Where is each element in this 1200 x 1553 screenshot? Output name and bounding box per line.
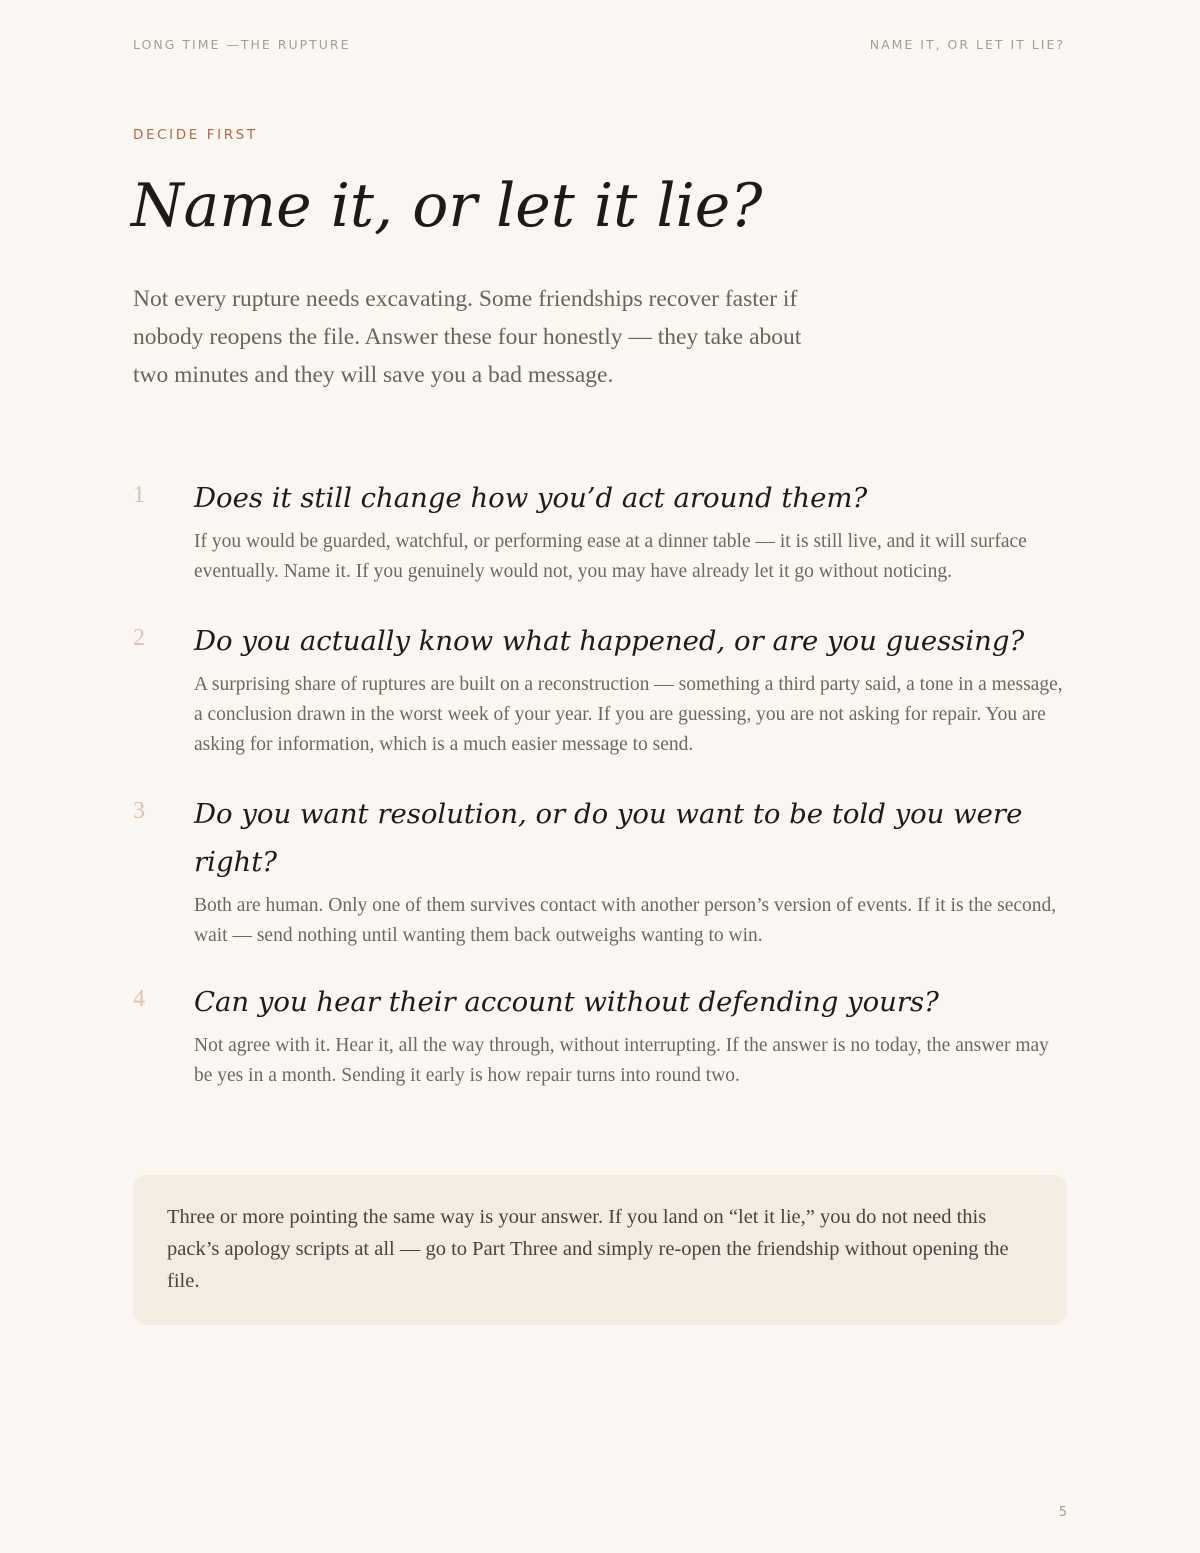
summary-callout	[133, 1175, 1067, 1325]
question-number: 4	[133, 986, 145, 1012]
intro-paragraph: Not every rupture needs excavating. Some friendships recover faster if nobody reopens the file. Answer these four honestly — they take about two minutes and they will save you a bad message.	[133, 286, 802, 388]
running-header-right: NAME IT, OR LET IT LIE?	[869, 37, 1065, 52]
callout-text: Three or more pointing the same way is your answer. If you land on “let it lie,” you do not need this pack’s apology scripts at all — go to Part Three and simply re-open the friendship without opening the file.	[167, 1206, 1009, 1292]
question-item	[133, 978, 1067, 1091]
page-title: Name it, or let it lie?	[131, 171, 763, 241]
running-header	[133, 37, 1065, 52]
question-title: Can you hear their account without defending yours?	[194, 986, 939, 1018]
question-title: Do you want resolution, or do you want to be told you were right?	[194, 798, 1023, 878]
question-body: A surprising share of ruptures are built on a reconstruction — something a third party said, a tone in a message, a conclusion drawn in the worst week of your year. If you are guessing, you are not asking for repair. You are asking for information, which is a much easier message to send.	[194, 674, 1063, 755]
question-item	[133, 790, 1067, 951]
question-list	[133, 474, 1067, 1091]
question-item	[133, 617, 1067, 760]
question-number: 2	[133, 625, 145, 651]
question-body: Not agree with it. Hear it, all the way through, without interrupting. If the answer is no today, the answer may be yes in a month. Sending it early is how repair turns into round two.	[194, 1035, 1049, 1086]
question-title: Do you actually know what happened, or are you guessing?	[194, 625, 1025, 657]
question-number: 3	[133, 798, 145, 824]
question-item	[133, 474, 1067, 587]
section-eyebrow: DECIDE FIRST	[133, 127, 258, 143]
running-header-left: LONG TIME —THE RUPTURE	[133, 37, 351, 52]
question-title: Does it still change how you’d act around them?	[194, 482, 868, 514]
page-number: 5	[1058, 1505, 1067, 1520]
question-number: 1	[133, 482, 145, 508]
question-body: Both are human. Only one of them survives contact with another person’s version of events. If it is the second, wait — send nothing until wanting them back outweighs wanting to win.	[194, 895, 1057, 946]
question-body: If you would be guarded, watchful, or performing ease at a dinner table — it is still live, and it will surface eventually. Name it. If you genuinely would not, you may have already let it go without noticing.	[194, 531, 1027, 582]
